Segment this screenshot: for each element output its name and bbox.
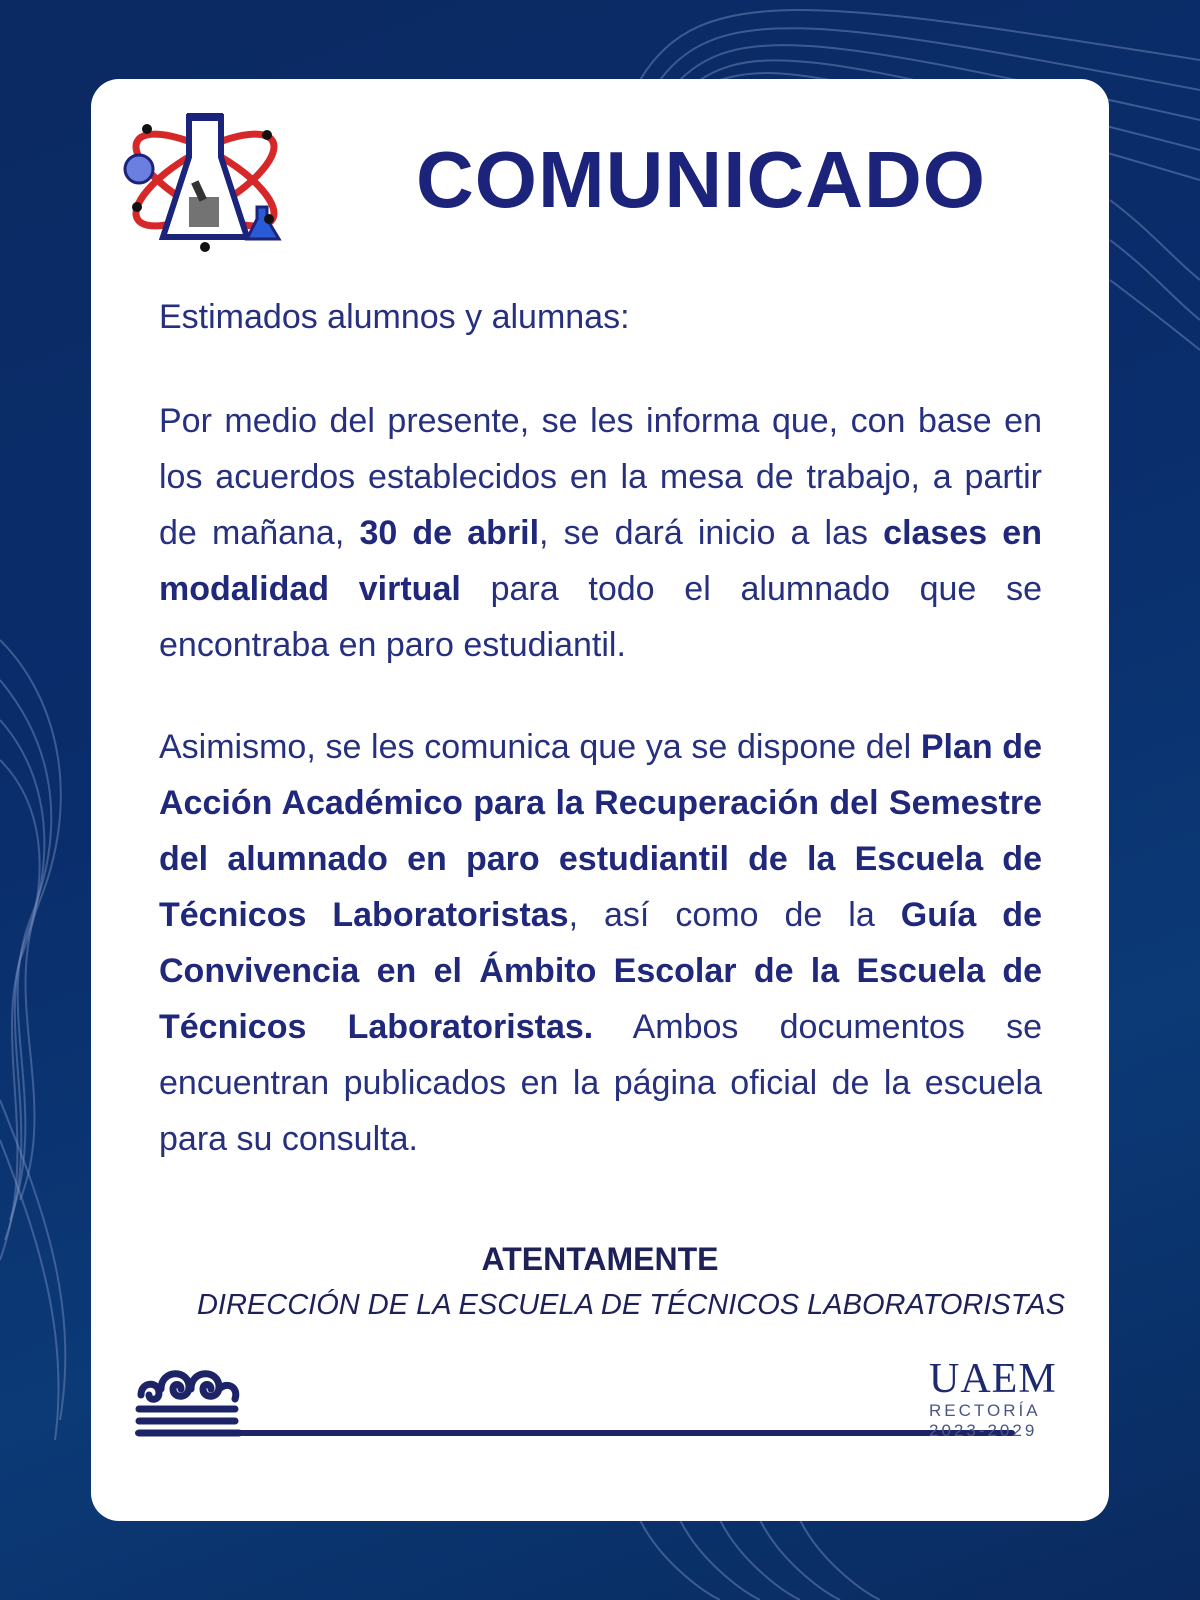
coexistence-guide-highlight: Guía de Convivencia en el Ámbito Escolar de la Escuela de Técnicos Laboratoristas. <box>159 896 1042 1046</box>
paragraph2-text: Asimismo, se les comunica que ya se dispone del <box>159 728 921 766</box>
uaem-logo <box>929 1357 1059 1441</box>
paragraph-virtual-classes <box>159 393 1042 673</box>
rectoria-label: RECTORÍA <box>929 1401 1041 1420</box>
announcement-card <box>91 79 1109 1521</box>
footer-divider <box>135 1430 1015 1436</box>
school-logo <box>117 107 293 253</box>
page-title: COMUNICADO <box>416 135 986 224</box>
paragraph1-text: Por medio del presente, se les informa que, con base en los acuerdos establecidos en la mesa de trabajo, a partir de mañana, <box>159 402 1042 552</box>
virtual-classes-highlight: clases en modalidad virtual <box>159 514 1042 608</box>
closing-text: ATENTAMENTE <box>481 1241 719 1277</box>
wave-glyph-logo <box>135 1359 245 1439</box>
paragraph1-text: para todo el alumnado que se encontraba en paro estudiantil. <box>159 570 1042 664</box>
paragraph2-text: , así como de la <box>568 896 901 934</box>
date-highlight: 30 de abril <box>359 514 540 552</box>
paragraph-documents <box>159 719 1042 1167</box>
signature: DIRECCIÓN DE LA ESCUELA DE TÉCNICOS LABORATORISTAS <box>196 1289 1066 1321</box>
paragraph2-text: Ambos documentos se encuentran publicados en la página oficial de la escuela para su consulta. <box>159 1008 1042 1158</box>
uaem-name: UAEM <box>929 1356 1057 1402</box>
paragraph1-text: , se dará inicio a las <box>539 514 884 552</box>
announcement-body <box>159 289 1042 1167</box>
greeting: Estimados alumnos y alumnas: <box>159 298 630 336</box>
action-plan-highlight: Plan de Acción Académico para la Recuperación del Semestre del alumnado en paro estudiantil de la Escuela de Técnicos Laboratoristas <box>159 728 1042 934</box>
rectoria-period: 2023-2029 <box>929 1421 1038 1440</box>
